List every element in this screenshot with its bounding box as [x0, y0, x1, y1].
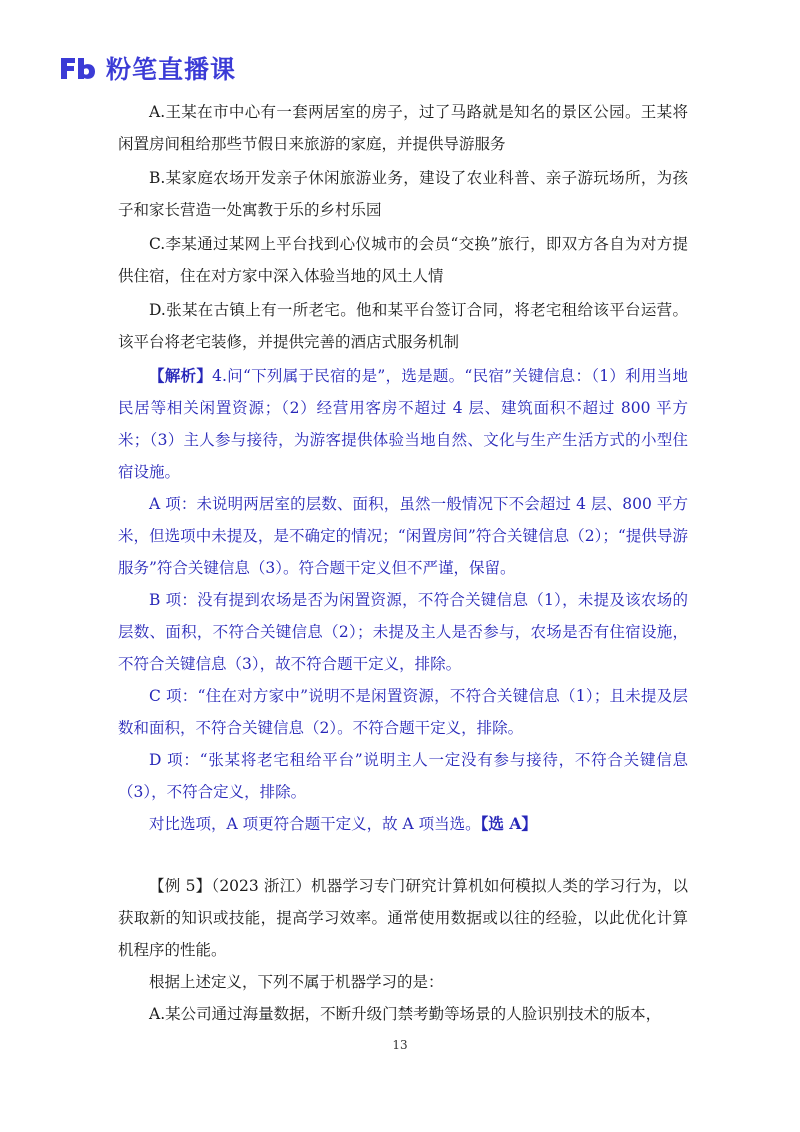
brand-name: 粉笔直播课	[106, 55, 237, 84]
page-number: 13	[392, 1038, 408, 1052]
option-d-q4: D.张某在古镇上有一所老宅。他和某平台签订合同，将老宅租给该平台运营。该平台将老宅装修，并提供完善的酒店式服务机制	[118, 301, 688, 351]
example5-stem: 【例 5】（2023 浙江）机器学习专门研究计算机如何模拟人类的学习行为，以获取新的知识或技能，提高学习效率。通常使用数据或以往的经验，以此优化计算机程序的性能。	[118, 877, 688, 959]
example5-option-a: A.某公司通过海量数据，不断升级门禁考勤等场景的人脸识别技术的版本，	[149, 1005, 662, 1023]
conclusion-text: 对比选项，A 项更符合题干定义，故 A 项当选。	[149, 815, 481, 833]
option-a-q4: A.王某在市中心有一套两居室的房子，过了马路就是知名的景区公园。王某将闲置房间租给那些节假日来旅游的家庭，并提供导游服务	[118, 103, 688, 153]
analysis-tag: 【解析】	[149, 366, 213, 385]
analysis-conclusion	[118, 808, 688, 840]
example5-question: 根据上述定义，下列不属于机器学习的是：	[149, 973, 444, 991]
analysis-option-d: D 项：“张某将老宅租给平台”说明主人一定没有参与接待，不符合关键信息（3），不符合定义，排除。	[118, 751, 688, 801]
analysis-intro-text: 4.问“下列属于民宿的是”，选是题。“民宿”关键信息：（1）利用当地民居等相关闲置资源；（2）经营用客房不超过 4 层、建筑面积不超过 800 平方米；（3）主人参与接待，为游客提供体验当地自然、文化与生产生活方式的小型住宿设施。	[118, 367, 688, 481]
option-b-q4: B.某家庭农场开发亲子休闲旅游业务，建设了农业科普、亲子游玩场所，为孩子和家长营造一处寓教于乐的乡村乐园	[118, 169, 688, 219]
fenbi-fb-logo-icon	[58, 54, 98, 82]
analysis-option-b: B 项：没有提到农场是否为闲置资源，不符合关键信息（1），未提及该农场的层数、面积，不符合关键信息（2）；未提及主人是否参与，农场是否有住宿设施，不符合关键信息（3），故不符合题干定义，排除。	[118, 591, 688, 673]
analysis-intro	[118, 360, 688, 488]
answer-badge: 【选 A】	[480, 814, 537, 833]
document-body	[118, 96, 688, 1030]
option-c-q4: C.李某通过某网上平台找到心仪城市的会员“交换”旅行，即双方各自为对方提供住宿，住在对方家中深入体验当地的风土人情	[118, 235, 688, 285]
analysis-option-a: A 项：未说明两居室的层数、面积，虽然一般情况下不会超过 4 层、800 平方米，但选项中未提及，是不确定的情况；“闲置房间”符合关键信息（2）；“提供导游服务”符合关键信息（3）。符合题干定义但不严谨，保留。	[118, 495, 688, 577]
section-gap	[118, 840, 688, 870]
analysis-option-c: C 项：“住在对方家中”说明不是闲置资源，不符合关键信息（1）；且未提及层数和面积，不符合关键信息（2）。不符合题干定义，排除。	[118, 687, 688, 737]
brand-header	[58, 52, 236, 84]
